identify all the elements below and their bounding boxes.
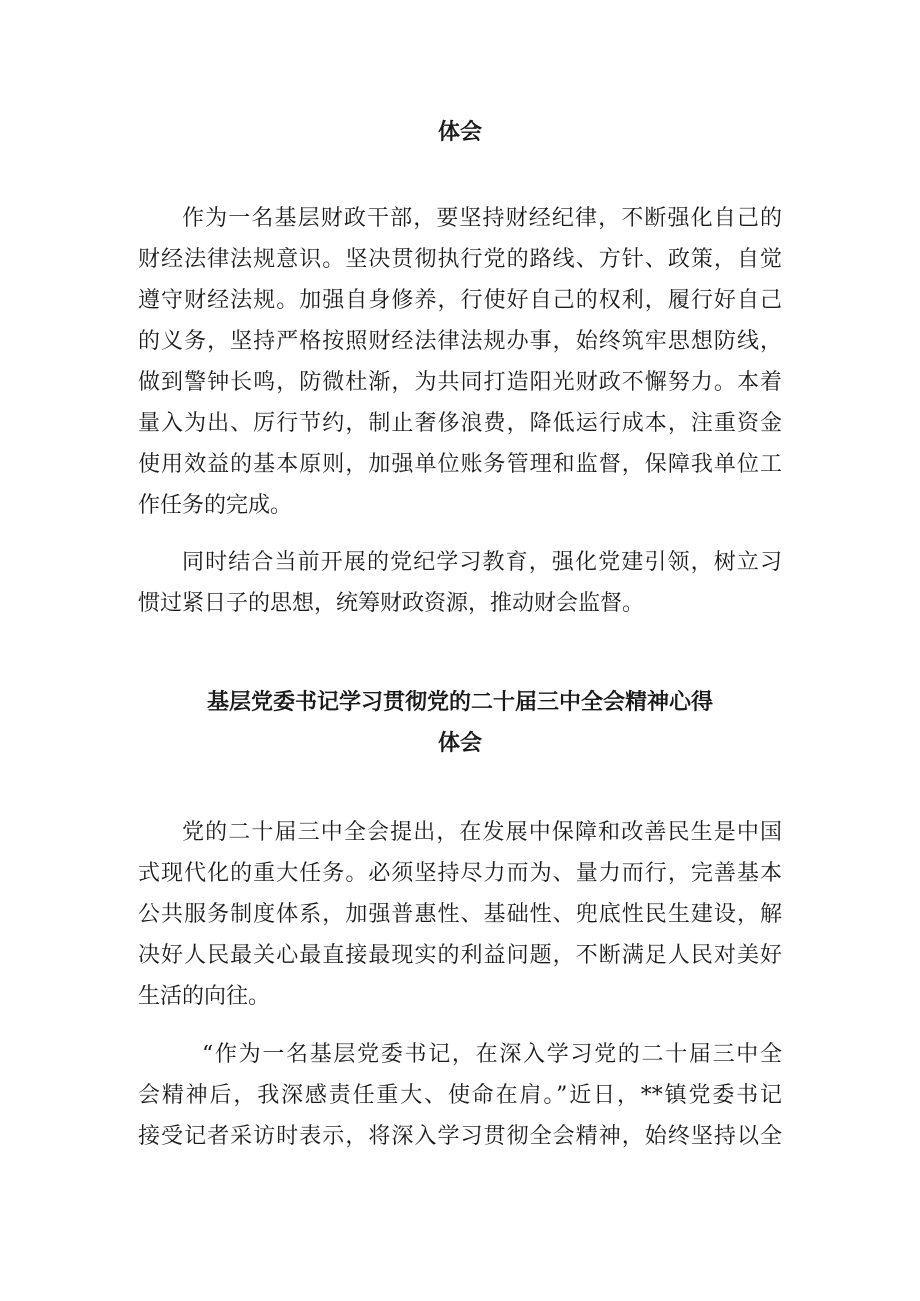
section1-paragraph-2 bbox=[138, 542, 782, 624]
paragraph-line: 会精神后，我深感责任重大、使命在肩。”近日，**镇党委书记 bbox=[138, 1083, 782, 1108]
paragraph-line: 决好人民最关心最直接最现实的利益问题，不断满足人民对美好 bbox=[138, 943, 782, 968]
paragraph-line: 同时结合当前开展的党纪学习教育，强化党建引领，树立习 bbox=[182, 550, 782, 575]
paragraph-line: 党的二十届三中全会提出，在发展中保障和改善民生是中国 bbox=[182, 820, 782, 845]
section2-paragraph-2 bbox=[138, 1034, 782, 1157]
section1-title bbox=[138, 112, 782, 153]
section2-title-line: 基层党委书记学习贯彻党的二十届三中全会精神心得 bbox=[206, 690, 713, 715]
paragraph-line: 作为一名基层财政干部，要坚持财经纪律，不断强化自己的 bbox=[182, 206, 782, 231]
paragraph-line: 财经法律法规意识。坚决贯彻执行党的路线、方针、政策，自觉 bbox=[138, 247, 782, 272]
paragraph-line: 做到警钟长鸣，防微杜渐，为共同打造阳光财政不懈努力。本着 bbox=[138, 370, 782, 395]
paragraph-line: 量入为出、厉行节约，制止奢侈浪费，降低运行成本，注重资金 bbox=[138, 411, 782, 436]
paragraph-line: 式现代化的重大任务。必须坚持尽力而为、量力而行，完善基本 bbox=[138, 861, 782, 886]
paragraph-line: 惯过紧日子的思想，统筹财政资源，推动财会监督。 bbox=[138, 591, 645, 616]
paragraph-line: “作为一名基层党委书记，在深入学习党的二十届三中全 bbox=[202, 1042, 782, 1067]
paragraph-line: 生活的向往。 bbox=[138, 984, 271, 1009]
paragraph-line: 接受记者采访时表示，将深入学习贯彻全会精神，始终坚持以全 bbox=[138, 1124, 782, 1149]
section1-title-line: 体会 bbox=[437, 120, 482, 145]
section2-title bbox=[138, 682, 782, 764]
paragraph-line: 遵守财经法规。加强自身修养，行使好自己的权利，履行好自己 bbox=[138, 288, 782, 313]
paragraph-line: 的义务，坚持严格按照财经法律法规办事，始终筑牢思想防线， bbox=[138, 329, 782, 354]
paragraph-line: 使用效益的基本原则，加强单位账务管理和监督，保障我单位工 bbox=[138, 452, 782, 477]
section2-title-line: 体会 bbox=[437, 731, 482, 756]
paragraph-line: 作任务的完成。 bbox=[138, 493, 293, 518]
section2-paragraph-1 bbox=[138, 812, 782, 1017]
section1-paragraph-1 bbox=[138, 198, 782, 526]
paragraph-line: 公共服务制度体系，加强普惠性、基础性、兜底性民生建设，解 bbox=[138, 902, 782, 927]
